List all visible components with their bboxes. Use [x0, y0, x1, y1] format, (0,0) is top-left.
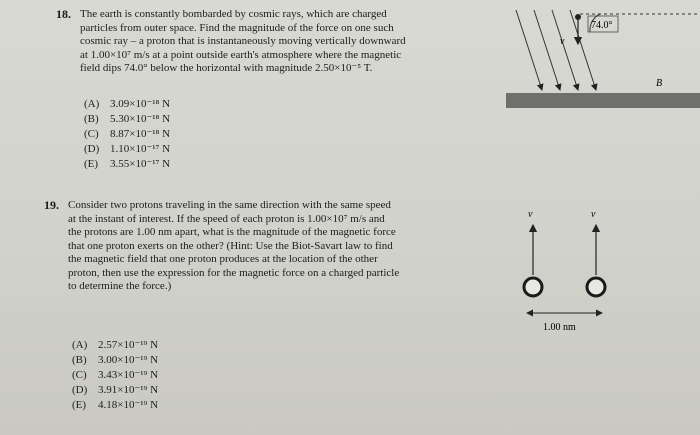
q19-choice-d[interactable] [72, 383, 158, 398]
q19-line: Consider two protons traveling in the same direction with the same speed [68, 199, 391, 211]
choice-label: (C) [84, 128, 99, 140]
choice-value: 3.55×10⁻¹⁷ N [110, 158, 171, 170]
q18-line: The earth is constantly bombarded by cosmic rays, which are charged [80, 8, 387, 20]
choice-value: 3.91×10⁻¹⁹ N [98, 384, 159, 396]
choice-label: (A) [84, 98, 100, 110]
q19-line: to determine the force.) [68, 280, 172, 292]
choice-label: (A) [72, 339, 88, 351]
q19-figure [505, 205, 625, 345]
distance-label: 1.00 nm [543, 322, 576, 333]
choice-value: 4.18×10⁻¹⁹ N [98, 399, 159, 411]
choice-label: (E) [84, 158, 99, 170]
field-label: B⃗ [656, 78, 670, 89]
velocity-label-right: v⃗ [591, 209, 604, 220]
q18-choice-a[interactable] [84, 97, 170, 112]
q18-choice-e[interactable] [84, 157, 170, 172]
velocity-label: v⃗ [560, 36, 573, 47]
q19-choice-b[interactable] [72, 353, 158, 368]
choice-value: 3.43×10⁻¹⁹ N [98, 369, 159, 381]
velocity-label-left: v⃗ [528, 209, 541, 220]
choice-label: (B) [84, 113, 99, 125]
q18-line: cosmic ray – a proton that is instantaneously moving vertically downward [80, 35, 406, 47]
q19-choice-a[interactable] [72, 338, 158, 353]
choice-label: (D) [84, 143, 100, 155]
q18-choice-d[interactable] [84, 142, 170, 157]
q18-figure [500, 0, 700, 112]
q19-choice-e[interactable] [72, 398, 158, 413]
earth-surface [506, 93, 700, 108]
q19-line: at the instant of interest. If the speed of each proton is 1.00×10⁷ m/s and [68, 212, 385, 225]
q19-text [68, 199, 399, 294]
choice-value: 3.00×10⁻¹⁹ N [98, 354, 159, 366]
choice-value: 1.10×10⁻¹⁷ N [110, 143, 171, 155]
choice-label: (C) [72, 369, 87, 381]
q19-choices [72, 338, 158, 413]
choice-label: (B) [72, 354, 87, 366]
q19-line: proton, then use the expression for the magnetic force on a charged particle [68, 266, 400, 279]
proton-left [524, 278, 542, 296]
choice-value: 2.57×10⁻¹⁹ N [98, 339, 159, 351]
choice-value: 3.09×10⁻¹⁸ N [110, 98, 171, 110]
choice-label: (E) [72, 399, 87, 411]
q18-line: at 1.00×10⁷ m/s at a point outside earth's atmosphere where the magnetic [80, 48, 402, 61]
proton-right [587, 278, 605, 296]
choice-label: (D) [72, 384, 88, 396]
q18-line: particles from outer space. Find the magnitude of the force on one such [80, 21, 394, 34]
angle-label: 74.0° [591, 20, 613, 31]
q19-line: the magnetic field that one proton produces at the location of the other [68, 253, 378, 265]
q18-choice-b[interactable] [84, 112, 170, 127]
q18-text [80, 8, 406, 76]
q19-number: 19. [44, 198, 59, 212]
q18-number: 18. [56, 7, 71, 21]
q18-choices [84, 97, 170, 172]
proton-dot [575, 14, 581, 20]
choice-value: 8.87×10⁻¹⁸ N [110, 128, 171, 140]
q18-choice-c[interactable] [84, 127, 170, 142]
q19-choice-c[interactable] [72, 368, 158, 383]
choice-value: 5.30×10⁻¹⁸ N [110, 113, 171, 125]
q19-line: the protons are 1.00 nm apart, what is the magnitude of the magnetic force [68, 226, 396, 238]
q19-line: that one proton exerts on the other? (Hint: Use the Biot-Savart law to find [68, 239, 393, 252]
q18-line: field dips 74.0° below the horizontal with magnitude 2.50×10⁻⁵ T. [80, 62, 373, 74]
